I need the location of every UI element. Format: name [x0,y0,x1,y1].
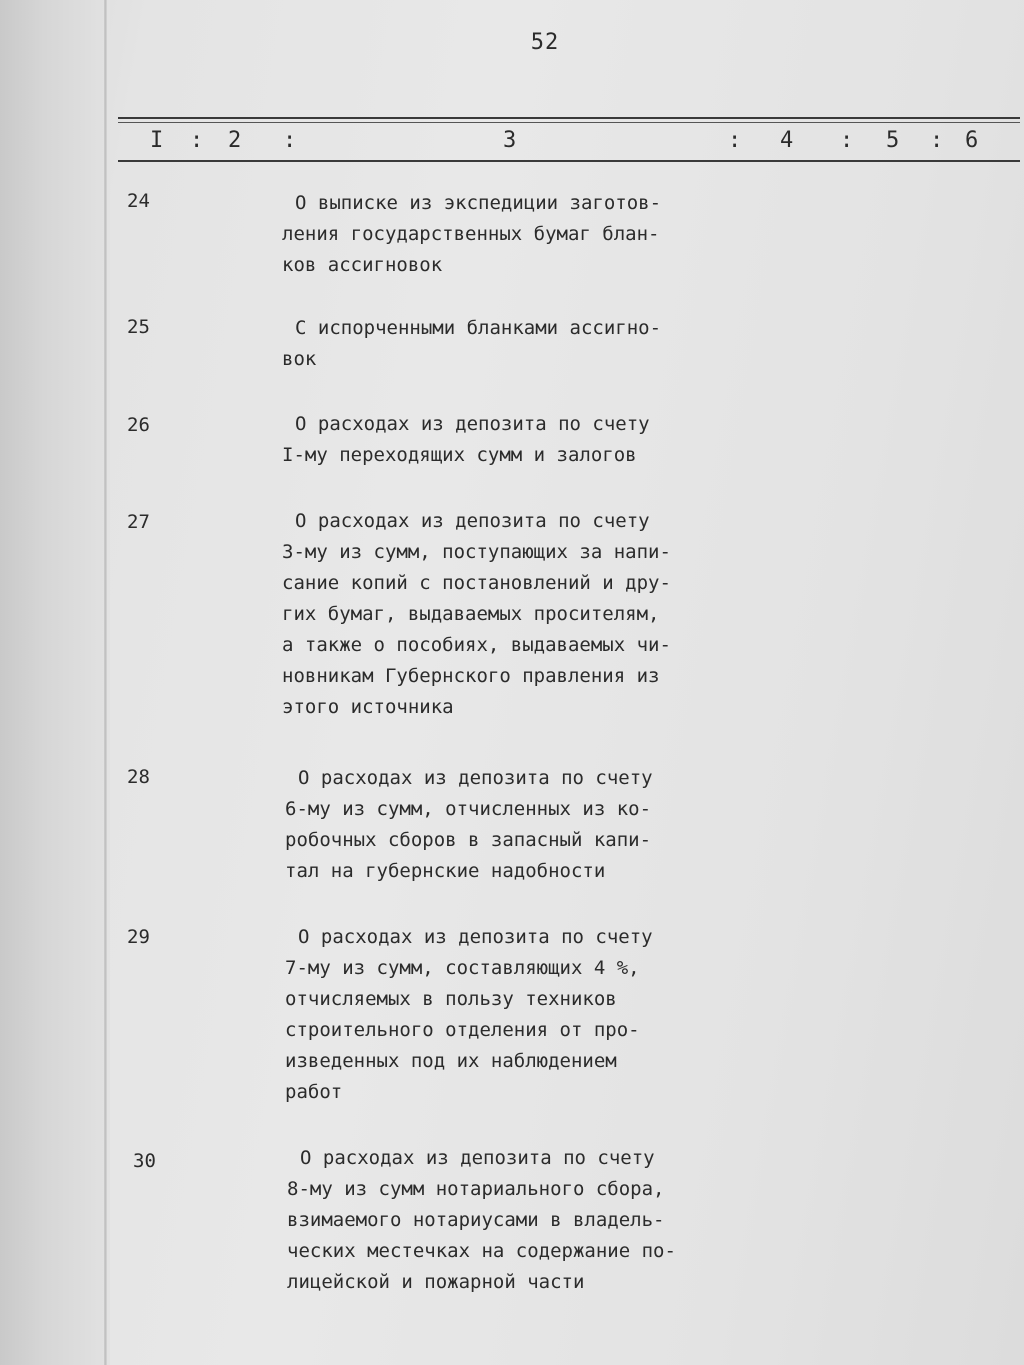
row-title-line: О расходах из депозита по счету [300,1147,655,1169]
page-fold-edge [104,0,107,1365]
row-number: 25 [127,316,150,338]
table-top-rule-thin [118,122,1020,123]
column-header-2: 2 [228,128,242,153]
row-title-line: О расходах из депозита по счету [298,767,653,789]
row-title [285,922,768,1108]
row-title-line: 7-му из сумм, составляющих 4 %, [285,957,640,979]
row-number: 24 [127,190,150,212]
row-title-line: лицейской и пожарной части [287,1271,585,1293]
row-title-line: тал на губернские надобности [285,860,606,882]
column-header-6: 6 [965,128,979,153]
row-title-line: О расходах из депозита по счету [295,413,650,435]
column-header-4: 4 [780,128,794,153]
row-title-line: отчисляемых в пользу техников [285,988,617,1010]
column-separator: : [930,128,944,153]
row-title [282,506,765,723]
row-title-line: робочных сборов в запасный капи- [285,829,652,851]
column-separator: : [283,128,297,153]
row-title [285,763,768,887]
row-number: 28 [127,766,150,788]
page-number: 52 [530,30,560,55]
row-title-line: этого источника [282,696,454,718]
row-number: 30 [133,1150,156,1172]
column-separator: : [728,128,742,153]
row-title-line: сание копий с постановлений и дру- [282,572,671,594]
column-header-1: I [150,128,164,153]
row-title-line: ческих местечках на содержание по- [287,1240,676,1262]
row-title-line: О расходах из депозита по счету [295,510,650,532]
row-title-line: вок [282,348,317,370]
column-header-5: 5 [886,128,900,153]
row-number: 26 [127,414,150,436]
row-number: 27 [127,511,150,533]
row-title-line: О выписке из экспедиции заготов- [295,192,662,214]
row-title-line: ления государственных бумаг блан- [282,223,660,245]
row-title-line: 8-му из сумм нотариального сбора, [287,1178,665,1200]
row-title-line: ков ассигновок [282,254,443,276]
row-title-line: работ [285,1081,343,1103]
row-title [282,188,765,281]
row-title [282,409,765,471]
row-title-line: гих бумаг, выдаваемых просителям, [282,603,660,625]
row-title [282,313,765,375]
row-title-line: 3-му из сумм, поступающих за напи- [282,541,671,563]
row-title-line: изведенных под их наблюдением [285,1050,617,1072]
table-header-bottom-rule [118,160,1020,162]
row-title-line: строительного отделения от про- [285,1019,640,1041]
row-title-line: О расходах из депозита по счету [298,926,653,948]
table-top-rule [118,117,1020,119]
column-separator: : [840,128,854,153]
row-title-line: 6-му из сумм, отчисленных из ко- [285,798,652,820]
row-title-line: I-му переходящих сумм и залогов [282,444,637,466]
row-title-line: новникам Губернского правления из [282,665,660,687]
row-number: 29 [127,926,150,948]
row-title [287,1143,770,1298]
row-title-line: взимаемого нотариусами в владель- [287,1209,665,1231]
column-header-3: 3 [503,128,517,153]
row-title-line: С испорченными бланками ассигно- [295,317,662,339]
column-separator: : [190,128,204,153]
book-spine-shadow [0,0,110,1365]
row-title-line: а также о пособиях, выдаваемых чи- [282,634,671,656]
